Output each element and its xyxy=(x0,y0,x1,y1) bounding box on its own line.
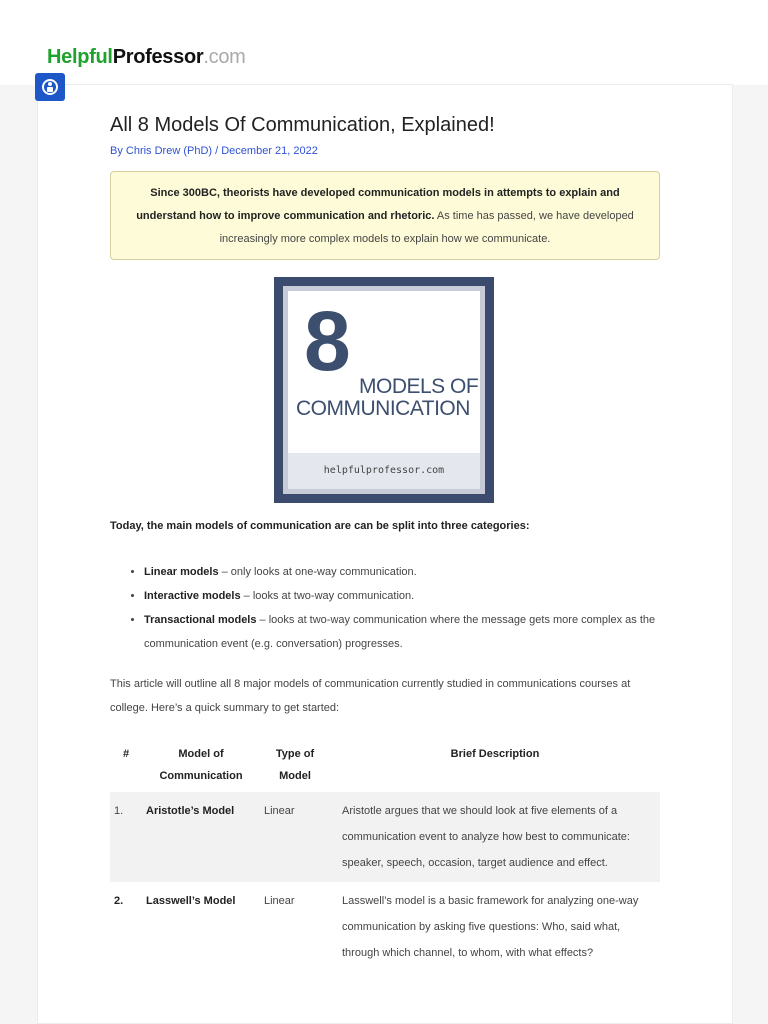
table-row xyxy=(110,882,660,972)
site-header xyxy=(0,0,768,85)
row-description: Lasswell’s model is a basic framework for analyzing one-way communication by asking five questions: Who, said what, through which channel, to whom, with what effects? xyxy=(342,895,639,959)
accessibility-button[interactable] xyxy=(35,73,65,101)
intro-text: As time has passed, we have developed increasingly more complex models to explain how we communicate. xyxy=(219,210,634,245)
models-table xyxy=(110,738,660,972)
intro-bold-text: Since 300BC, theorists have developed communication models in attempts to explain and understand how to improve communication and rhetoric. xyxy=(136,187,620,222)
list-item xyxy=(144,560,684,584)
cover-title-line2: COMMUNICATION xyxy=(296,397,470,420)
list-item xyxy=(144,608,684,656)
categories-lead: Today, the main models of communication are can be split into three categories: xyxy=(110,520,530,532)
category-name: Interactive models xyxy=(144,590,241,602)
summary-paragraph: This article will outline all 8 major models of communication currently studied in communications courses at college. Here’s a quick summary to get started: xyxy=(110,678,631,714)
cover-url: helpfulprofessor.com xyxy=(323,465,445,476)
categories-list xyxy=(128,560,684,656)
list-item xyxy=(144,584,684,608)
header-description: Brief Description xyxy=(450,748,540,760)
article-byline[interactable]: By Chris Drew (PhD) / December 21, 2022 xyxy=(110,145,318,157)
header-number: # xyxy=(122,748,130,760)
header-type: Type of Model xyxy=(275,748,315,782)
row-description: Aristotle argues that we should look at five elements of a communication event to analyze how best to communicate: speaker, speech, occasion, target audience and effect. xyxy=(330,792,660,882)
category-desc: – looks at two-way communication. xyxy=(240,590,415,602)
category-desc: – only looks at one-way communication. xyxy=(218,566,417,578)
category-name: Linear models xyxy=(144,566,219,578)
logo-text-helpful: Helpful xyxy=(47,46,113,68)
header-model: Model of Communication xyxy=(159,748,243,782)
row-number: 2. xyxy=(114,895,124,907)
site-logo[interactable] xyxy=(47,46,246,69)
logo-text-domain: .com xyxy=(203,46,246,68)
row-number: 1. xyxy=(110,792,142,882)
logo-text-professor: Professor xyxy=(112,46,204,68)
row-model: Aristotle’s Model xyxy=(142,792,260,882)
table-header-row xyxy=(110,738,660,792)
row-type: Linear xyxy=(260,792,330,882)
article-title: All 8 Models Of Communication, Explained! xyxy=(110,114,495,136)
intro-callout xyxy=(110,171,660,260)
accessibility-icon xyxy=(42,79,58,95)
category-name: Transactional models xyxy=(144,614,257,626)
table-row xyxy=(110,792,660,882)
cover-title-line1: MODELS OF xyxy=(359,375,479,398)
cover-number: 8 xyxy=(304,294,351,388)
cover-image xyxy=(274,277,494,503)
category-desc: – looks at two-way communication where the message gets more complex as the communication event (e.g. conversation) progresses. xyxy=(144,614,656,650)
row-model: Lasswell’s Model xyxy=(146,895,236,907)
row-type: Linear xyxy=(264,895,295,907)
